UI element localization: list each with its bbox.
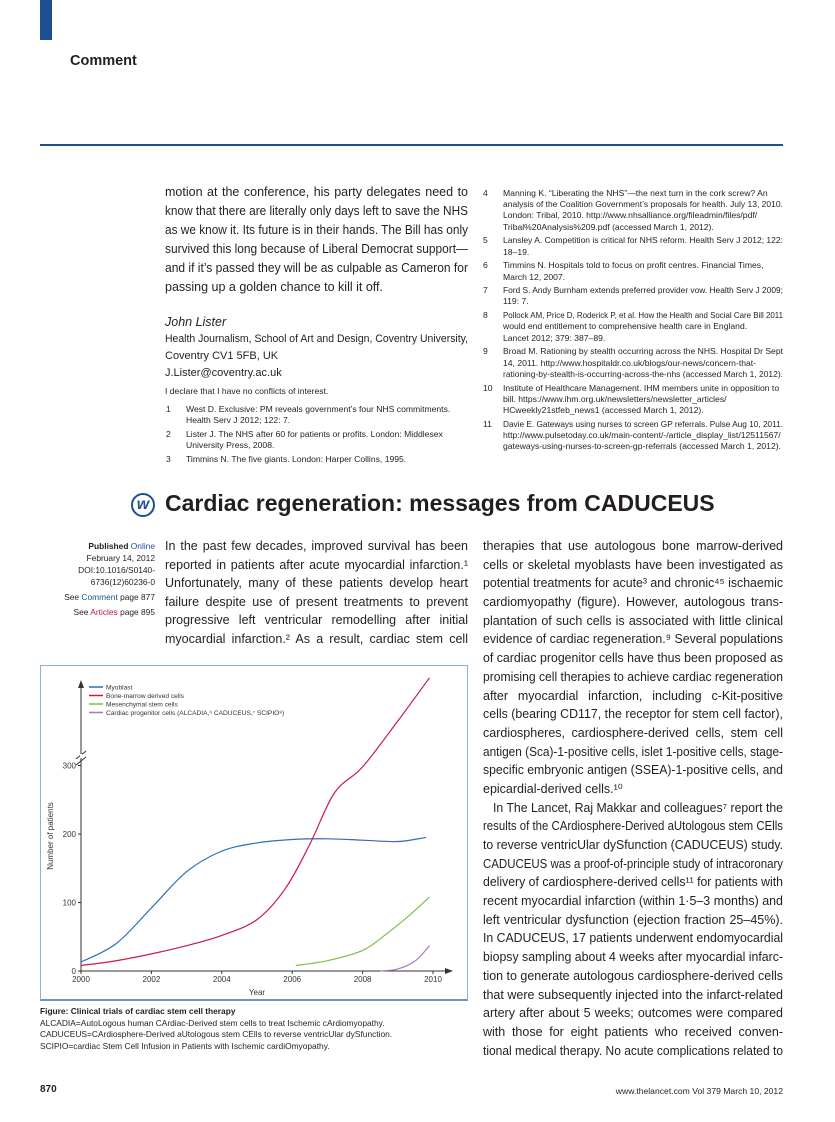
reference-item [166,429,466,451]
x-tick-label: 2008 [353,975,372,984]
text-line: left ventricular dysfunction (ejection fraction 25–45%). [483,912,783,927]
text-line: Lister J. The NHS after 60 for patients or profits. London: Middlesex [186,428,443,439]
text-line: myocardial infarction.² As a result, cardiac stem cell [165,631,468,646]
reference-list-left [166,404,466,468]
author-name-row [165,314,468,331]
text-line: specific embryonic antigen (SSEA)-1-positive cells, and [483,763,783,778]
text-line: of cardiac progenitor cells have thus been proposed as [483,651,783,666]
conflict-declaration: I declare that I have no conflicts of interest. [165,386,329,396]
text-line: and if it’s passed they will be as culpable as Cameron for [165,261,468,275]
article-title: Cardiac regeneration: messages from CADUCEUS [165,490,715,516]
text-line: Davie E. Gateways using nurses to screen GP referrals. Pulse Aug 10, 2011. [503,418,783,429]
text-line: Lansley A. Competition is critical for NHS reform. Health Serv J 2012; 122: [503,235,783,246]
text-line: 119: 7. [503,296,529,307]
reference-number: 4 [483,188,488,198]
text-line: 18–19. [503,246,530,257]
text-line: with those for eight patients who received conven- [483,1024,783,1039]
text-line: bill. https://www.ihm.org.uk/newsletters/newsletter_articles/ [503,393,727,404]
text-line: Tribal%20Analysis%209.pdf (accessed March 1, 2012). [503,221,714,232]
see-label: See [64,592,80,602]
reference-item [166,454,466,465]
reference-item [483,346,783,380]
author-affiliation [165,331,468,382]
caption-title: Figure: Clinical trials of cardiac stem cell therapy [40,1006,236,1016]
caption-line: ALCADIA=AutoLogous human CArdiac-Derived stem cells to treat Ischemic cArdiomyopathy. [40,1017,385,1028]
author-name: John Lister [165,315,227,329]
article-body-right [483,537,783,1060]
reference-number: 9 [483,346,488,357]
reference-item [483,235,783,257]
comment-link[interactable]: Comment [81,592,118,602]
axis-break-gap [80,754,82,758]
text-line: Timmins N. The five giants. London: Harper Collins, 1995. [186,453,407,464]
email-row [165,365,468,382]
online-label: Online [130,541,155,551]
reference-text [503,346,783,380]
text-line: therapies that use autologous bone marrow-derived [483,539,783,553]
caption-line: SCIPIO=cardiac Stem Cell Infusion in Patients with Ischemic cardiOmyopathy. [40,1040,330,1051]
legend-label: Cardiac progenitor cells (ALCADIA,⁶ CADUCEUS,⁷ SCIPIO⁸) [106,710,285,717]
text-line: http://www.pulsetoday.co.uk/main-content/-/article_display_list/12511567/ [503,429,781,440]
text-line: reported in patients after acute myocardial infarction.¹ [165,557,468,572]
text-line: passing up a golden chance to kill it off. [165,280,383,294]
figure-box [40,665,468,1001]
reference-item [483,383,783,417]
journal-footer: www.thelancet.com Vol 379 March 10, 2012 [615,1086,783,1096]
affiliation-row [165,331,468,348]
reference-item [483,285,783,307]
series-line-bone-marrow [81,678,429,966]
y-tick-label: 200 [62,830,76,839]
text-line: cardiospheres, cardiosphere-derived cells, stem cell [483,725,783,740]
section-label: Comment [70,53,137,69]
text-line: that were subsequently injected into the infarct-related [483,987,783,1002]
doi-line[interactable]: 6736(12)60236-0 [90,577,155,587]
reference-text [503,419,783,453]
text-line: Unfortunately, many of these patients develop heart [165,576,468,591]
reference-text [503,188,783,233]
text-line: Pollock AM, Price D, Roderick P, et al. How the Health and Social Care Bill 2011 [503,310,783,321]
reference-number: 5 [483,235,488,246]
reference-item [483,260,783,282]
text-line: delivery of cardiosphere-derived cells¹¹ for patients with [483,875,783,890]
reference-number: 2 [166,428,171,439]
published-date: February 14, 2012 [86,553,155,563]
text-line: results of the CArdiosphere-Derived aUtologous stem CElls [483,819,783,834]
author-email[interactable]: J.Lister@coventry.ac.uk [165,367,282,379]
doi-line[interactable]: DOI:10.1016/S0140- [78,565,155,575]
reference-text [186,404,466,426]
affiliation-row [165,348,468,365]
x-tick-label: 2002 [142,975,161,984]
x-axis-label: Year [248,988,266,997]
reference-item [483,419,783,453]
text-line: rationing-by-stealth-is-occurring-across-the-nhs (accessed March 1, 2012). [503,368,783,379]
y-axis-arrow-icon [78,680,84,688]
text-line: failure despite use of present treatments to prevent [165,594,468,609]
text-line: Health Serv J 2012; 122: 7. [186,415,291,426]
text-line: recent myocardial infarction (within 1·5–3 months) and [483,894,783,909]
reference-text [503,285,783,307]
legend-label: Mesenchymal stem cells [106,701,178,709]
text-line: antigen (Sca)-1-positive cells, islet 1-positive cells, stage- [483,744,783,759]
text-line: HCweekly21stfeb_news1 (accessed March 1, 2012). [503,404,704,415]
text-line: after myocardial infarction, including c-Kit-positive [483,688,783,703]
text-line: promising cell therapies to achieve cardiac regeneration [483,669,783,684]
reference-text [503,310,783,344]
x-tick-label: 2006 [283,975,302,984]
x-axis-arrow-icon [445,968,453,974]
caption-line: CADUCEUS=CArdiosphere-Derived aUtologous stem CElls to reverse ventricUlar dySfunction. [40,1029,393,1039]
series-line-mesenchymal [296,897,430,966]
page-ref: page 895 [120,607,155,617]
text-line: University Press, 2008. [186,440,275,451]
x-tick-label: 2004 [212,975,231,984]
text-line: know that there are literally only days left to save the NHS [165,204,468,218]
text-line: cardiomyopathy (figure). However, autologous trans- [483,595,783,610]
text-line: tional medical therapy. No acute complications related to [483,1043,783,1058]
reference-text [186,454,466,465]
author-block [165,314,468,397]
reference-text [503,260,783,282]
article-body-left [165,537,468,649]
see-label: See [73,607,89,617]
figure-caption [40,1006,392,1052]
text-line: gateways-using-nurses-to-screen-gp-referrals (accessed March 1, 2012). [503,441,781,452]
affiliation-line: Coventry CV1 5FB, UK [165,350,279,362]
reference-number: 10 [483,382,493,393]
y-tick-label: 300 [62,761,76,771]
reference-number: 8 [483,310,488,321]
y-axis-label: Number of patients [46,802,55,870]
text-line: Timmins N. Hospitals told to focus on profit centres. Financial Times, [503,260,764,271]
reference-list-right [483,188,783,455]
section-color-bar [40,0,52,40]
text-line: cells (bearing CD117, the receptor for stem cell factor), [483,707,783,722]
text-line: survived this long because of Liberal Democrat support— [165,242,468,256]
published-label: Published [88,541,129,551]
text-line: Ford S. Andy Burnham extends preferred provider vow. Health Serv J 2009; [503,285,783,296]
reference-item [483,188,783,233]
text-line: Broad M. Rationing by stealth occurring across the NHS. Hospital Dr Sept [503,346,783,357]
y-tick-label: 100 [62,898,76,908]
reference-text [186,429,466,451]
text-line: Institute of Healthcare Management. IHM members unite in opposition to [503,382,780,393]
reference-number: 6 [483,260,488,271]
series-line-cardiac [380,946,429,971]
page-ref: page 877 [120,592,155,602]
text-line: Lancet 2012; 379: 387–89. [503,332,606,343]
text-line: artery after about 5 weeks; outcomes were compared [483,1006,783,1021]
text-line: 14, 2011. http://www.hospitaldr.co.uk/blogs/our-news/concern-that- [503,357,757,368]
text-line: CADUCEUS was a proof-of-principle study of intracoronary [483,856,783,871]
reference-number: 3 [166,453,171,464]
x-tick-label: 2010 [424,975,442,984]
page-number: 870 [40,1084,57,1095]
reference-number: 7 [483,285,488,296]
comment-body-end [165,183,468,297]
text-line: plantation of such cells is associated with little clinical [483,613,783,628]
legend-label: Bone-marrow derived cells [106,693,185,700]
affiliation-line: Health Journalism, School of Art and Design, Coventry University, [165,333,468,345]
reference-number: 11 [483,418,492,429]
text-line: In CADUCEUS, 17 patients underwent endomyocardial [483,931,783,946]
text-line: progressive left ventricular remodelling after initial [165,613,468,628]
text-line: biopsy sampling about 4 weeks after myocardial infarc- [483,950,783,965]
text-line: In The Lancet, Raj Makkar and colleagues⁷ report the [493,800,783,815]
text-line: London: Tribal, 2010. http://www.nhsalliance.org/fileadmin/files/pdf/ [503,210,758,221]
text-line: to reverse ventricUlar dySfunction (CADUCEUS) study. [483,838,783,852]
text-line: In the past few decades, improved survival has been [165,539,468,553]
lancet-online-w-icon: w [131,493,155,517]
patients-line-chart [41,666,469,1002]
reference-number: 1 [166,404,171,414]
reference-item [483,310,783,344]
reference-text [503,383,783,417]
y-tick-label: 0 [71,967,76,976]
declaration-row [165,385,468,397]
x-tick-label: 2000 [72,975,90,984]
legend-label: Myoblast [106,684,133,692]
text-line: evidence of cardiac regeneration.⁹ Several populations [483,632,783,647]
text-line: analysis of the Coalition Government’s proposals for health. July 13, 2010. [503,199,783,210]
text-line: tion to generate autologous cardiosphere-derived cells [483,968,783,983]
text-line: West D. Exclusive: PM reveals government’s four NHS commitments. [186,404,451,414]
text-line: as we know it. Its future is in their hands. The Bill has only [165,223,468,237]
text-line: cells or skeletal myoblasts have been investigated as [483,557,783,572]
text-line: epicardial-derived cells.¹⁰ [483,781,623,796]
reference-text [503,235,783,257]
text-line: potential treatments for acute³ and chronic⁴⁵ ischaemic [483,576,783,591]
text-line: motion at the conference, his party delegates need to [165,185,468,199]
text-line: would end entitlement to comprehensive health care in England. [503,321,748,332]
header-rule [40,144,783,146]
articles-link[interactable]: Articles [90,607,118,617]
text-line: Manning K. “Liberating the NHS”—the next turn in the cork screw? An [503,188,768,198]
reference-item [166,404,466,426]
text-line: March 12, 2007. [503,271,566,282]
article-sidebar [64,540,155,618]
